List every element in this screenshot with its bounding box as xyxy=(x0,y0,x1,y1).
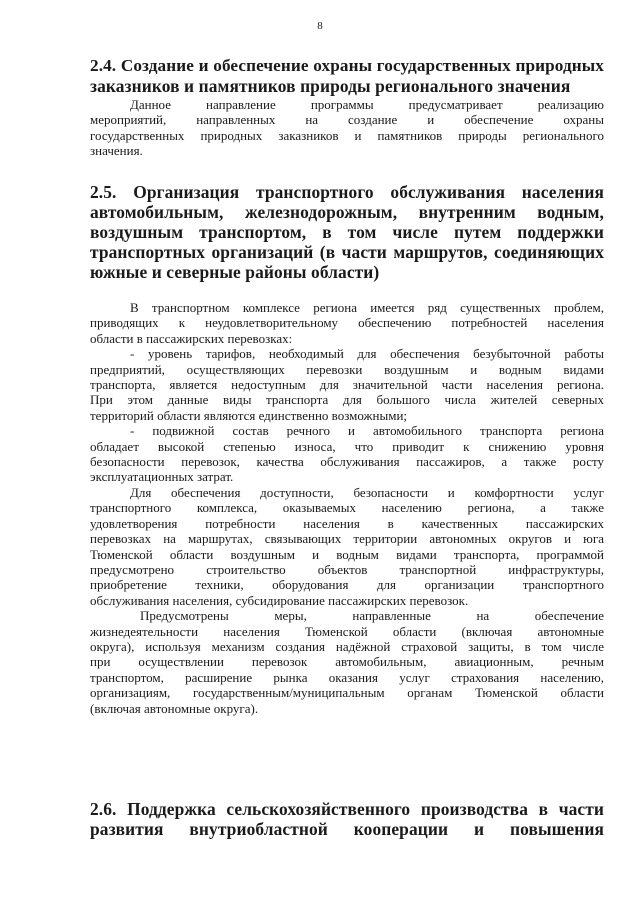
heading-line: развития внутриобластной кооперации и повышения xyxy=(90,819,604,839)
text-line: приводящих к неудовлетворительному обеспечению потребностей населения xyxy=(90,315,604,331)
text-line: предприятий, осуществляющих перевозки воздушным и водным видами xyxy=(90,361,604,377)
paragraph xyxy=(90,346,604,423)
text-line: перевозках на маршрутах, связывающих территории автономных округов и юга xyxy=(90,531,604,547)
text-line: области в пассажирских перевозках: xyxy=(90,330,293,346)
text-line: транспортом, расширение рынка оказания услуг страхования населению, xyxy=(90,669,604,685)
text-line: безопасности перевозок, качества обслуживания пассажиров, а также росту xyxy=(90,454,604,470)
text-line: значения. xyxy=(90,143,143,159)
paragraph xyxy=(90,300,604,346)
section-2-4-heading xyxy=(90,56,604,96)
text-line: (включая автономные округа). xyxy=(90,700,259,716)
text-line: приобретение техники, оборудования для организации транспортного xyxy=(90,577,604,593)
text-line: территорий области являются единственно возможными; xyxy=(90,407,408,423)
text-line: мероприятий, направленных на создание и обеспечение охраны xyxy=(90,112,604,128)
section-2-5-heading xyxy=(90,182,604,282)
text-line: Для обеспечения доступности, безопасности и комфортности услуг xyxy=(130,484,604,500)
heading-line: 2.6. Поддержка сельскохозяйственного производства в части xyxy=(90,799,604,819)
section-2-4-paragraph xyxy=(90,97,604,159)
text-line: Тюменской области воздушным и водным видами транспорта, программой xyxy=(90,546,604,562)
text-line: При этом данные виды транспорта для большого числа жителей северных xyxy=(90,392,604,408)
text-line: предусмотрено строительство объектов транспортной инфраструктуры, xyxy=(90,561,604,577)
heading-line: заказников и памятников природы регионального значения xyxy=(90,76,571,96)
heading-line: автомобильным, железнодорожным, внутренним водным, xyxy=(90,202,604,222)
heading-line: воздушным транспортом, в том числе путем поддержки xyxy=(90,222,604,242)
paragraph xyxy=(90,485,604,608)
section-2-5-body xyxy=(90,300,604,716)
heading-line: транспортных организаций (в части маршрутов, соединяющих xyxy=(90,242,604,262)
text-line: транспортного комплекса, оказываемых населению региона, а также xyxy=(90,500,604,516)
text-line: - подвижной состав речного и автомобильного транспорта региона xyxy=(130,423,604,439)
heading-line: южные и северные районы области) xyxy=(90,262,380,282)
paragraph xyxy=(90,608,604,716)
text-line: транспорта, является недоступным для значительной части населения региона. xyxy=(90,377,604,393)
section-2-6-heading xyxy=(90,799,604,839)
text-line: обладает высокой степенью износа, что приводит к снижению уровня xyxy=(90,438,604,454)
text-line: - уровень тарифов, необходимый для обеспечения безубыточной работы xyxy=(130,346,604,362)
text-line: государственных природных заказников и памятников природы регионального xyxy=(90,127,604,143)
text-line: эксплуатационных затрат. xyxy=(90,469,234,485)
text-line: организациям, государственным/муниципальным органам Тюменской области xyxy=(90,685,604,701)
text-line: Предусмотрены меры, направленные на обеспечение xyxy=(140,608,604,624)
paragraph xyxy=(90,423,604,485)
text-line: Данное направление программы предусматривает реализацию xyxy=(130,97,604,112)
text-line: удовлетворения потребности населения в качественных пассажирских xyxy=(90,515,604,531)
text-line: при осуществлении перевозок автомобильным, авиационным, речным xyxy=(90,654,604,670)
page-number: 8 xyxy=(317,20,323,32)
text-line: округа), используя механизм создания надёжной страховой защиты, в том числе xyxy=(90,638,604,654)
heading-line: 2.5. Организация транспортного обслуживания населения xyxy=(90,182,604,202)
text-line: В транспортном комплексе региона имеется ряд существенных проблем, xyxy=(130,300,604,315)
text-line: жизнедеятельности населения Тюменской области (включая автономные xyxy=(90,623,604,639)
text-line: обслуживания населения, субсидирование пассажирских перевозок. xyxy=(90,592,469,608)
heading-line: 2.4. Создание и обеспечение охраны государственных природных xyxy=(90,56,604,75)
